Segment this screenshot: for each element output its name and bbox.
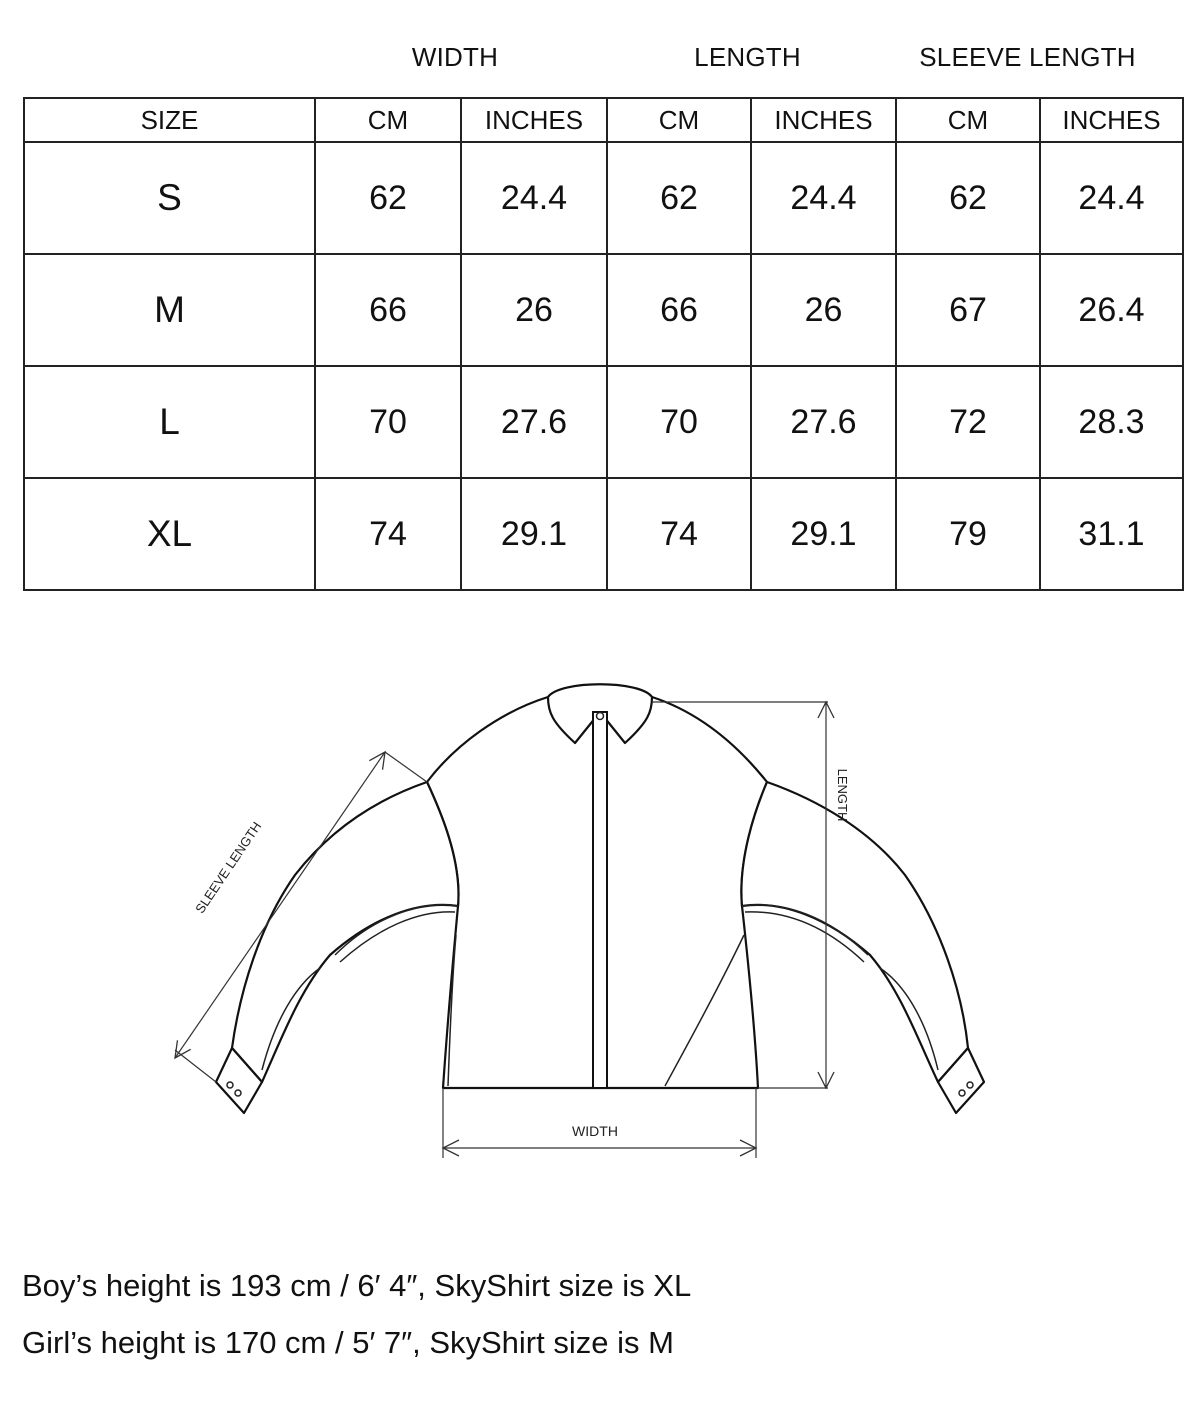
jacket-measurement-diagram — [0, 600, 1200, 1200]
size-cell: XL — [24, 478, 315, 590]
table-cell: 66 — [607, 254, 751, 366]
table-cell: 24.4 — [461, 142, 607, 254]
size-chart-table — [23, 97, 1184, 591]
table-cell: 26 — [461, 254, 607, 366]
table-row — [24, 142, 1183, 254]
diagram-label-length: LENGTH — [835, 768, 850, 822]
table-cell: 79 — [896, 478, 1040, 590]
table-cell: 27.6 — [461, 366, 607, 478]
table-cell: 70 — [315, 366, 461, 478]
table-cell: 27.6 — [751, 366, 896, 478]
table-row — [24, 478, 1183, 590]
table-cell: 29.1 — [751, 478, 896, 590]
table-header-row — [24, 98, 1183, 142]
column-header-size: SIZE — [24, 98, 315, 142]
sleeve-length-extension — [175, 1050, 216, 1082]
size-cell: L — [24, 366, 315, 478]
table-row — [24, 366, 1183, 478]
header-length: LENGTH — [694, 42, 801, 72]
table-cell: 62 — [896, 142, 1040, 254]
table-cell: 26 — [751, 254, 896, 366]
table-cell: 70 — [607, 366, 751, 478]
column-header-length-cm: CM — [607, 98, 751, 142]
table-cell: 28.3 — [1040, 366, 1183, 478]
caption-girl: Girl’s height is 170 cm / 5′ 7″, SkyShirt size is M — [22, 1325, 674, 1360]
column-header-width-cm: CM — [315, 98, 461, 142]
table-cell: 67 — [896, 254, 1040, 366]
table-row — [24, 254, 1183, 366]
sleeve-length-extension — [385, 752, 427, 782]
table-cell: 24.4 — [1040, 142, 1183, 254]
jacket-left-sleeve — [232, 782, 458, 1082]
table-cell: 72 — [896, 366, 1040, 478]
table-cell: 31.1 — [1040, 478, 1183, 590]
header-width: WIDTH — [411, 42, 499, 72]
diagram-label-width: WIDTH — [572, 1123, 618, 1139]
column-header-length-inches: INCHES — [751, 98, 896, 142]
header-sleeve-length: SLEEVE LENGTH — [919, 42, 1136, 72]
table-cell: 74 — [315, 478, 461, 590]
column-header-sleeve-cm: CM — [896, 98, 1040, 142]
table-cell: 62 — [607, 142, 751, 254]
table-cell: 66 — [315, 254, 461, 366]
table-cell: 74 — [607, 478, 751, 590]
size-cell: M — [24, 254, 315, 366]
jacket-right-sleeve — [741, 782, 968, 1082]
column-header-sleeve-inches: INCHES — [1040, 98, 1183, 142]
table-cell: 29.1 — [461, 478, 607, 590]
table-cell: 62 — [315, 142, 461, 254]
table-cell: 24.4 — [751, 142, 896, 254]
caption-boy: Boy’s height is 193 cm / 6′ 4″, SkyShirt size is XL — [22, 1268, 692, 1303]
diagram-label-sleeve-length: SLEEVE LENGTH — [192, 818, 265, 917]
size-cell: S — [24, 142, 315, 254]
jacket-placket — [593, 712, 607, 1088]
table-cell: 26.4 — [1040, 254, 1183, 366]
column-header-width-inches: INCHES — [461, 98, 607, 142]
